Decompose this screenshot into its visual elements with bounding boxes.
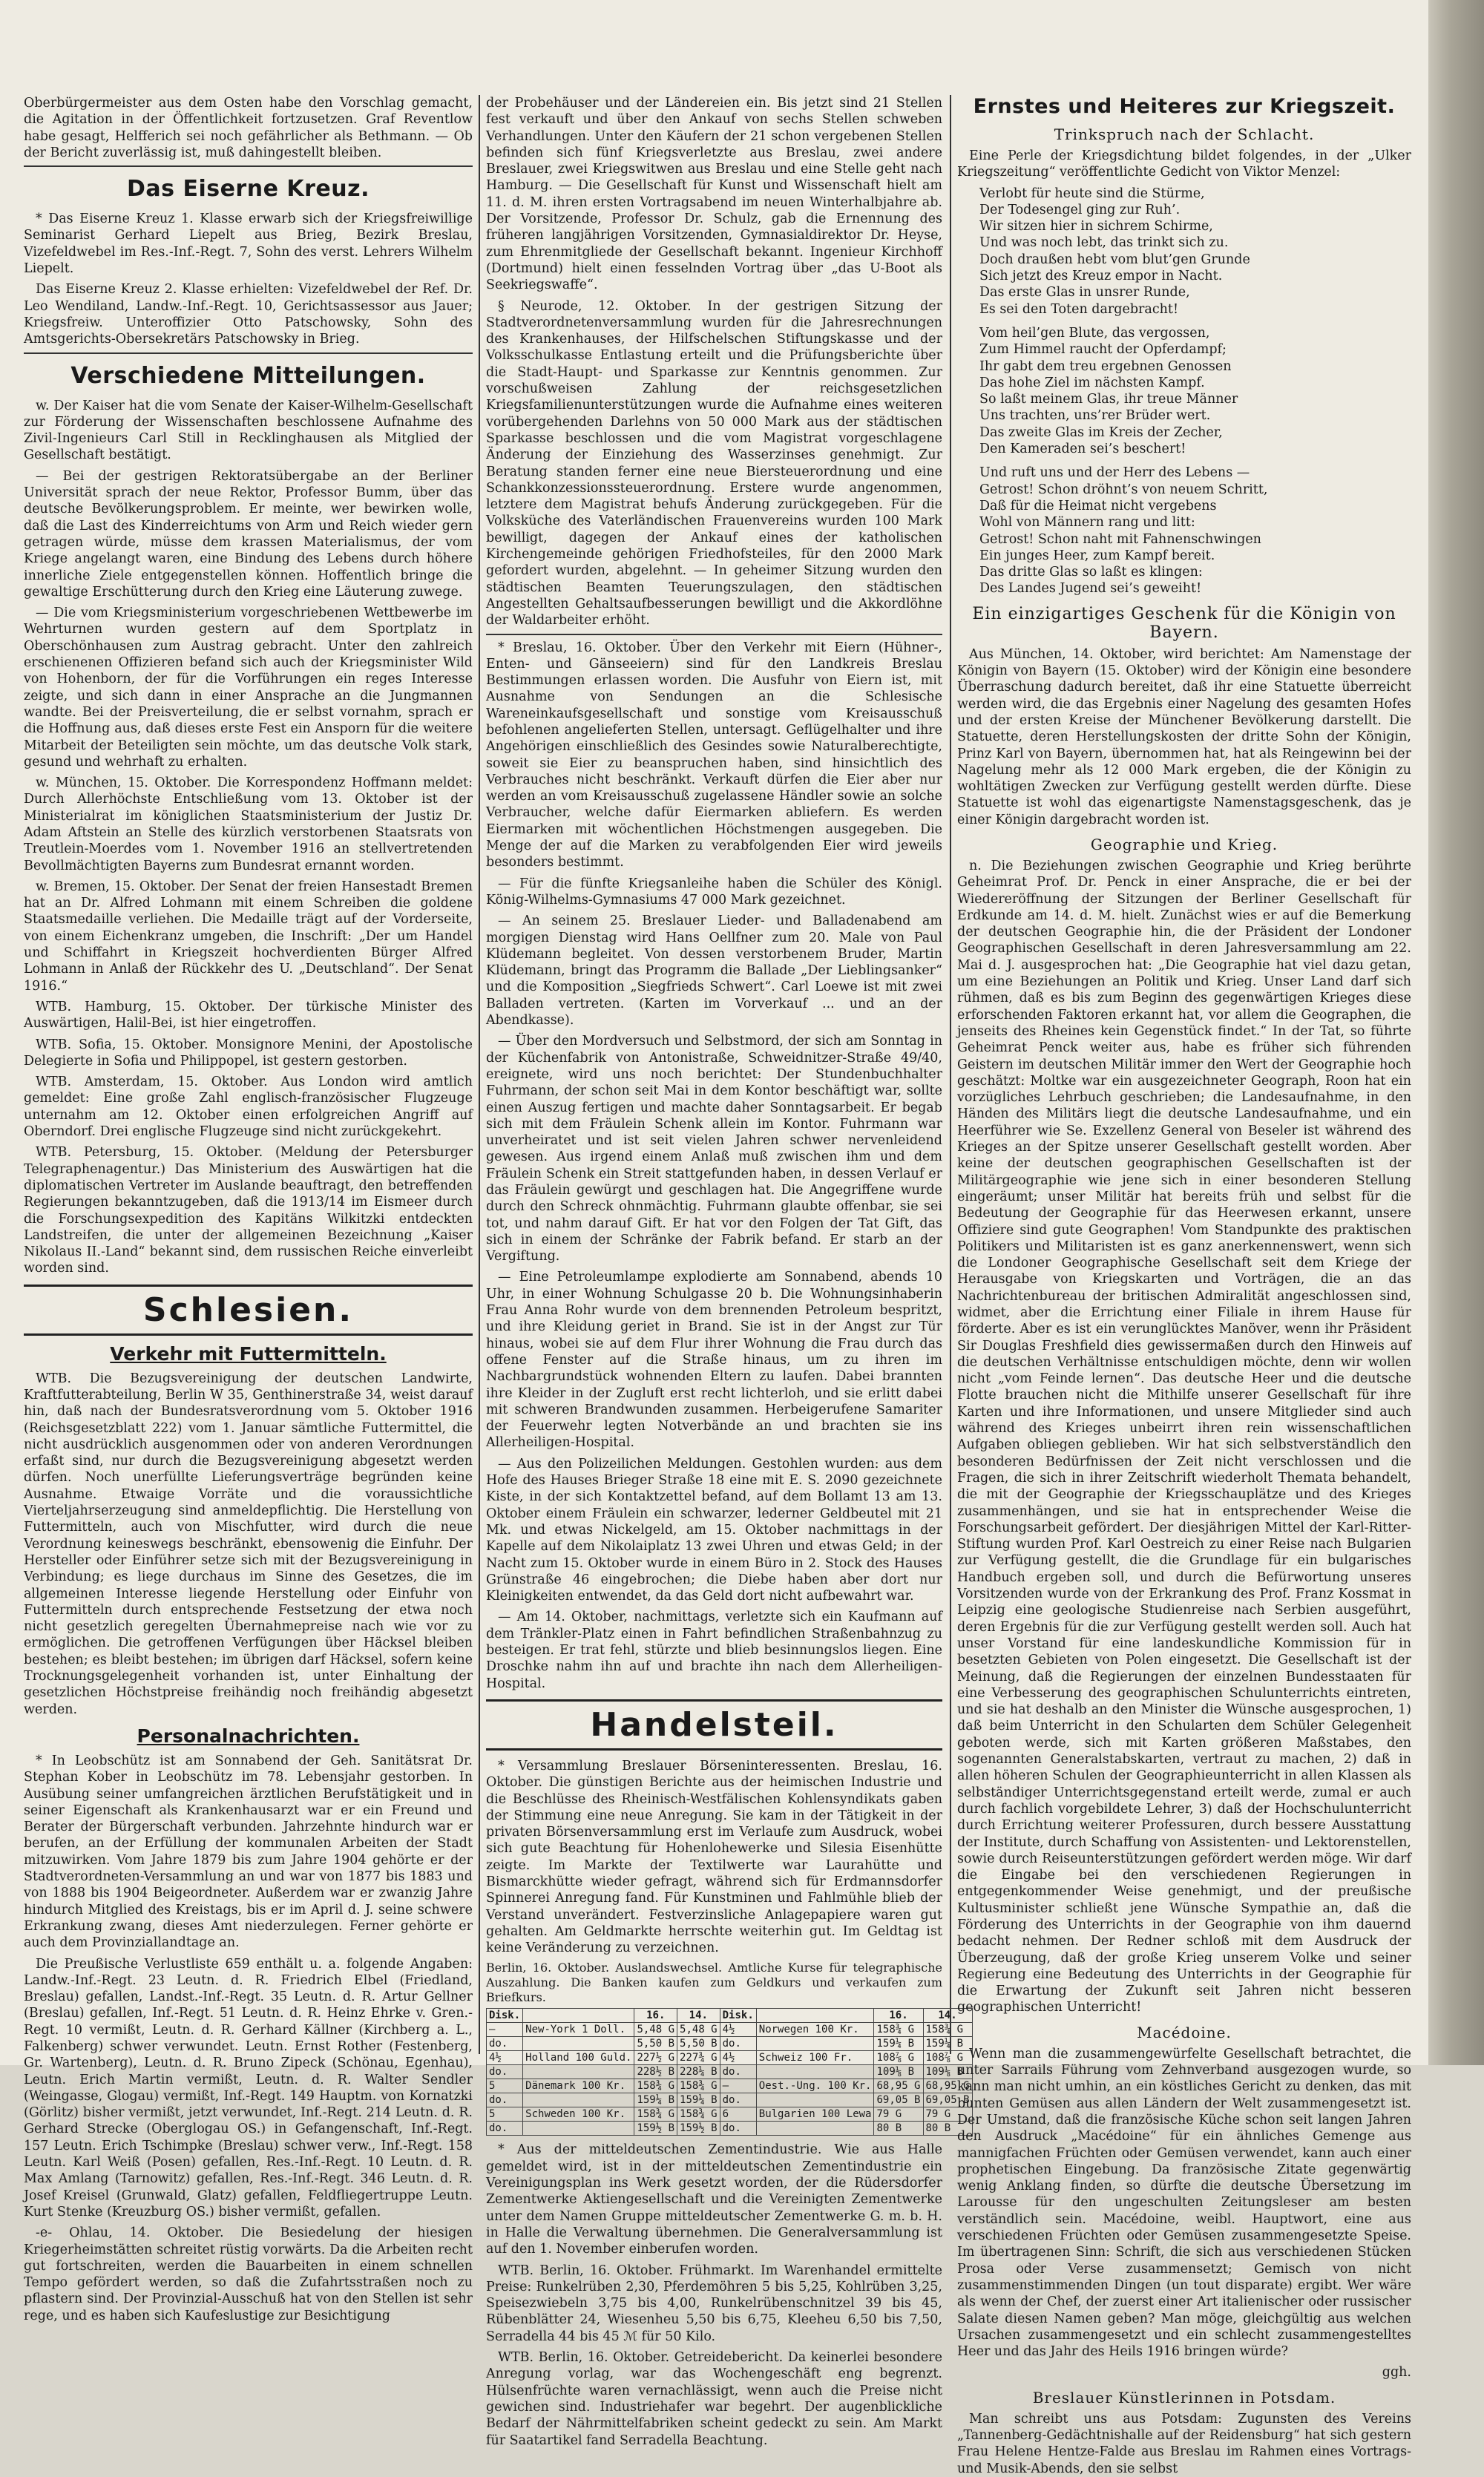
table-cell: 159¼ B xyxy=(677,2093,720,2107)
table-cell: Oest.-Ung. 100 Kr. xyxy=(756,2079,874,2093)
table-cell: 159¼ B xyxy=(874,2037,923,2051)
heading-ernstes-heiteres: Ernstes und Heiteres zur Kriegszeit. xyxy=(973,95,1396,118)
column-right xyxy=(957,95,1411,2476)
poem xyxy=(979,186,1411,597)
article-text: — Über den Mordversuch und Selbstmord, der sich am Sonntag in der Küchenfabrik von Antonistraße, Schweidnitzer-Straße 49/40, ereignete, wird uns noch berichtet: Der Stundenbuchhalter Fuhrmann, der schon seit Mai in dem Kontor beschäftigt war, sollte einen Auszug fertigen und machte daher Sonntagsarbeit. Er begab sich mit dem Fräulein Schenk allein im Kontor. Fuhrmann war unverheiratet und ist seit vielen Jahren schwer nervenleidend gewesen. Aus irgend einem Anlaß muß zwischen ihm und dem Fräulein Schenk ein Streit stattgefunden haben, in dessen Verlauf er das Fräulein gewürgt und geschlagen hat. Die Angegriffene wurde durch den Schreck ohnmächtig. Fuhrmann glaubte offenbar, sie sei tot, und nahm darauf Gift. Er hat vor den Folgen der Tat Gift, das sich in einem der Schränke der Fabrik befand. Er starb an der Vergiftung. xyxy=(486,1034,942,1264)
table-cell: 108⅞ G xyxy=(874,2051,923,2065)
article-text: Wenn man die zusammengewürfelte Gesellschaft betrachtet, die unter Sarrails Führung vom Zehnverband ausgezogen wurde, so kann man nicht umhin, an ein köstliches Gericht zu denken, das mit bunten Gemüsen aus allen Ländern der Welt zusammengesetzt ist. Der Umstand, daß die französische Küche schon seit langen Jahren den Ausdruck „Macédoine“ für ein ähnliches Gemenge aus mannigfachen Früchten oder Gemüsen verwendet, kann auch einer prophetischen Eingebung. Da französische Zitate gegenwärtig wenig Anklang finden, so dürfte die deutsche Übersetzung im Larousse für den ungeschulten Zeitungsleser am besten verständlich sein. Macédoine, weibl. Hauptwort, eine aus verschiedenen Früchten oder Gemüsen zusammengesetzte Speise. Im übertragenen Sinn: Schrift, die sich aus verschiedenen Stücken Prosa oder Verse zusammensetzt; Gemisch von nicht zusammenstimmenden Dingen (un tout disparate) ergibt. Wer wäre als wenn der Chef, der zuerst einer Art italienischer oder russischer Salate diesen Namen geben? Man möge, gleichgültig aus welchen Ursachen zusammengesetzt und ein schlecht zusammengestelltes Heer und das Jahr des Heils 1916 bringen würde? xyxy=(957,2046,1411,2360)
table-cell: 108⅞ G xyxy=(923,2051,972,2065)
heading-macedoine: Macédoine. xyxy=(1137,2023,1232,2041)
poem-stanza: Verlobt für heute sind die Stürme, Der Todesengel ging zur Ruh’. Wir sitzen hier in sichrem Schirme, Und was noch lebt, das trinkt sich zu. Doch draußen hebt vom blut’gen Grunde Sich jetzt des Kreuz empor in Nacht. Das erste Glas in unsrer Runde, Es sei den Toten dargebracht! xyxy=(979,186,1250,317)
table-cell: 6 xyxy=(720,2107,756,2122)
table-cell: 79 G xyxy=(923,2107,972,2122)
heading-verschiedene-mitteilungen: Verschiedene Mitteilungen. xyxy=(70,362,426,389)
heading-trinkspruch: Trinkspruch nach der Schlacht. xyxy=(1054,125,1315,143)
table-header-cell: 16. xyxy=(634,2009,677,2023)
table-cell: 69,05 B xyxy=(923,2093,972,2107)
article-text: WTB. Petersburg, 15. Oktober. (Meldung der Petersburger Telegraphenagentur.) Das Ministerium des Auswärtigen hat die diplomatischen Vertreter im Auslande beauftragt, den betreffenden Regierungen bekanntzugeben, daß die 1913/14 im Eismeer durch die Forschungsexpedition des Kapitäns Wilkitzki entdeckten Landstreifen, die unter der allgemeinen Bezeichnung „Kaiser Nikolaus II.-Land“ bekannt sind, dem russischen Reiche einverleibt worden sind. xyxy=(24,1145,473,1276)
heading-personalnachrichten: Personalnachrichten. xyxy=(137,1725,360,1747)
table-cell: 68,95 G xyxy=(874,2079,923,2093)
article-text: w. Der Kaiser hat die vom Senate der Kaiser-Wilhelm-Gesellschaft zur Förderung der Wissenschaften beschlossene Aufnahme des Zivil-Ingenieurs Carl Still in Recklinghausen als Mitglied der Gesellschaft bestätigt. xyxy=(24,398,473,463)
article-text: — Aus den Polizeilichen Meldungen. Gestohlen wurden: aus dem Hofe des Hauses Brieger Straße 18 eine mit E. S. 2090 gezeichnete Kiste, in der sich Kontaktzettel befand, auf dem Bollamt 13 am 13. Oktober einem Fräulein ein schwarzer, lederner Geldbeutel mit 21 Mk. und etwas Nickelgeld, am 15. Oktober nachmittags in der Kapelle auf dem Nikolaiplatz 13 zwei Uhren und etwas Geld; in der Nacht zum 15. Oktober wurde in einem Büro in 2. Stock des Hauses Grünstraße 46 eingebrochen; die Diebe haben aber dort nur Kleinigkeiten entwendet, da das Geld dort nicht aufbewahrt war. xyxy=(486,1456,942,1604)
page-edge-shadow xyxy=(1428,0,1484,2065)
table-row xyxy=(487,2079,973,2093)
article-text: w. München, 15. Oktober. Die Korrespondenz Hoffmann meldet: Durch Allerhöchste Entschließung vom 13. Oktober ist der Ministerialrat im königlichen Staatsministerium der Justiz Dr. Adam Aftstein an Stelle des kürzlich verstorbenen Staatsrats von Treutlein-Moerdes vom 1. November 1916 an stellvertretenden Bevollmächtigten Bayerns zum Bundesrat ernannt worden. xyxy=(24,775,473,873)
table-cell: New-York 1 Doll. xyxy=(523,2023,634,2037)
table-header-cell xyxy=(756,2009,874,2023)
table-header-row xyxy=(487,2009,973,2023)
table-header-cell: 16. xyxy=(874,2009,923,2023)
article-text: — Für die fünfte Kriegsanleihe haben die Schüler des Königl. König-Wilhelms-Gymnasiums 47 000 Mark gezeichnet. xyxy=(486,876,942,908)
article-text: Das Eiserne Kreuz 2. Klasse erhielten: Vizefeldwebel der Ref. Dr. Leo Wendiland, Landw.-Inf.-Regt. 10, Gerichtsassessor aus Jauer; Kriegsfreiw. Unteroffizier Otto Patschowsky, Sohn des Amtsgerichts-Obersekretärs Patschowsky in Brieg. xyxy=(24,282,473,347)
article-text: Man schreibt uns aus Potsdam: Zugunsten des Vereins „Tannenberg-Gedächtnishalle auf der Reidensburg“ hat sich gestern Frau Helene Hentze-Falde aus Breslau im Rahmen eines Vortrags- und Musik-Abends, den sie selbst xyxy=(957,2411,1411,2476)
table-cell: Schweden 100 Kr. xyxy=(523,2107,634,2122)
table-cell: Schweiz 100 Fr. xyxy=(756,2051,874,2065)
article-text: * Das Eiserne Kreuz 1. Klasse erwarb sich der Kriegsfreiwillige Seminarist Gerhard Liepelt aus Brieg, Bezirk Breslau, Vizefeldwebel im Res.-Inf.-Regt. 7, Sohn des verst. Lehrers Wilhelm Liepelt. xyxy=(24,211,473,277)
table-cell xyxy=(523,2037,634,2051)
table-cell xyxy=(523,2093,634,2107)
table-cell: 109⅛ B xyxy=(874,2065,923,2079)
table-cell: do. xyxy=(720,2093,756,2107)
table-cell: 158¾ G xyxy=(874,2023,923,2037)
table-cell: do. xyxy=(720,2037,756,2051)
table-cell: do. xyxy=(720,2122,756,2136)
poem-stanza: Vom heil’gen Blute, das vergossen, Zum Himmel raucht der Opferdampf; Ihr gabt dem treu ergebnen Genossen Das hohe Ziel im nächsten Kampf. So laßt meinem Glas, ihr treue Männer Uns trachten, uns’rer Brüder wert. Das zweite Glas im Kreis der Zecher, Den Kameraden sei’s beschert! xyxy=(979,325,1238,457)
table-row xyxy=(487,2051,973,2065)
table-cell: 4½ xyxy=(720,2051,756,2065)
table-cell: 158¾ G xyxy=(677,2079,720,2093)
heading-verkehr-futtermitteln: Verkehr mit Futtermitteln. xyxy=(110,1342,387,1365)
article-text: * Breslau, 16. Oktober. Über den Verkehr mit Eiern (Hühner-, Enten- und Gänseeiern) sind für den Landkreis Breslau Bestimmungen erlassen worden. Die Ausfuhr von Eiern ist, mit Ausnahme von Sendungen an die Schlesische Wareneinkaufsgesellschaft und sonstige vom Kreisausschuß befohlenen angelieferten Stellen, untersagt. Geflügelhalter und ihre Angehörigen einschließlich des Gesindes sowie Naturalberechtigte, soweit sie Eier zu beanspruchen haben, sind hinsichtlich des Verbrauches nicht beschränkt. Verkauft dürfen die Eier aber nur werden an vom Kreisausschuß zugelassene Händler sowie an solche Verbraucher, welche dafür Eiermarken abliefern. Es werden Eiermarken mit wöchentlichen Höchstmengen ausgegeben. Die Menge der auf die Marken zu verabfolgenden Eier wird jeweils besonders bestimmt. xyxy=(486,640,942,870)
table-cell: 5,50 B xyxy=(634,2037,677,2051)
table-header-cell: Disk. xyxy=(487,2009,523,2023)
exchange-rates-intro: Berlin, 16. Oktober. Auslandswechsel. Amtliche Kurse für telegraphische Auszahlung. Die Banken kaufen zum Geldkurs und verkaufen zum Briefkurs. xyxy=(486,1961,942,2005)
table-row xyxy=(487,2037,973,2051)
table-cell: 159½ B xyxy=(677,2122,720,2136)
table-cell: 228¼ B xyxy=(677,2065,720,2079)
table-cell: 227½ G xyxy=(634,2051,677,2065)
heading-handelsteil: Handelsteil. xyxy=(486,1699,942,1751)
table-cell: do. xyxy=(487,2037,523,2051)
column-middle xyxy=(486,95,970,2448)
article-text: WTB. Die Bezugsvereinigung der deutschen Landwirte, Kraftfutterabteilung, Berlin W 35, Genthinerstraße 34, weist darauf hin, daß nach der Bundesratsverordnung vom 5. Oktober 1916 (Reichsgesetzblatt 222) vom 1. Januar sämtliche Futtermittel, die nicht ausdrücklich ausgenommen oder von anderen Verordnungen erfaßt sind, nur durch die Bezugsvereinigung abgesetzt werden dürfen. Noch unerfüllte Lieferungsverträge begründen keine Ausnahme. Etwaige Vorräte und die voraussichtliche Vierteljahrserzeugung sind anmeldepflichtig. Die Herstellung von Futtermitteln, auch von Mischfutter, wird durch die neue Verordnung keineswegs beschränkt, ebensowenig die Einfuhr. Der Hersteller oder Einführer setze sich mit der Bezugsvereinigung in Verbindung; es liege durchaus im Sinne des Gesetzes, die im allgemeinen Interesse liegende Herstellung oder Einfuhr von Futtermitteln durch entsprechende Festsetzung der etwa noch nicht gesetzlich geregelten Übernahmepreise nach wie vor zu ermöglichen. Die getroffenen Verfügungen über Häcksel bleiben bestehen; es bleibt bestehen; im übrigen darf Häcksel, sofern keine Trocknungsgelegenheit vorhanden ist, unter Einhaltung der gesetzlichen Höchstpreise freihändig noch freihändig abgesetzt werden. xyxy=(24,1371,473,1717)
table-cell: 5,50 B xyxy=(677,2037,720,2051)
article-text: — An seinem 25. Breslauer Lieder- und Balladenabend am morgigen Dienstag wird Hans Oellfner zum 20. Male von Paul Klüdemann begleitet. Von dessen verstorbenem Bruder, Martin Klüdemann, bringt das Programm die Ballade „Der Lieblingsanker“ und die Komposition „Siegfrieds Schwert“. Carl Loewe ist mit zwei Balladen vertreten. (Karten im Vorverkauf ... und an der Abendkasse). xyxy=(486,913,942,1028)
table-cell: do. xyxy=(487,2122,523,2136)
article-text: WTB. Sofia, 15. Oktober. Monsignore Menini, der Apostolische Delegierte in Sofia und Philippopel, ist gestern gestorben. xyxy=(24,1037,473,1069)
table-cell xyxy=(756,2093,874,2107)
table-cell xyxy=(523,2065,634,2079)
poem-stanza: Und ruft uns und der Herr des Lebens — Getrost! Schon dröhnt’s von neuem Schritt, Daß für die Heimat nicht vergebens Wohl von Männern rang und litt: Getrost! Schon naht mit Fahnenschwingen Ein junges Heer, zum Kampf bereit. Das dritte Glas so laßt es klingen: Des Landes Jugend sei’s geweiht! xyxy=(979,465,1268,597)
table-cell: 4½ xyxy=(487,2051,523,2065)
table-cell xyxy=(756,2122,874,2136)
heading-geographie: Geographie und Krieg. xyxy=(1090,835,1278,853)
table-cell: — xyxy=(487,2023,523,2037)
table-cell: Bulgarien 100 Lewa xyxy=(756,2107,874,2122)
table-header-cell: Disk. xyxy=(720,2009,756,2023)
table-cell: 79 G xyxy=(874,2107,923,2122)
article-text: w. Bremen, 15. Oktober. Der Senat der freien Hansestadt Bremen hat an Dr. Alfred Lohmann mit einem Schreiben die goldene Staatsmedaille verliehen. Die Medaille trägt auf der Vorderseite, von einem Eichenkranz umgeben, die Inschrift: „Der um Handel und Schiffahrt in Kriegszeit hochverdienten Bürger Alfred Lohmann in Anlaß der Rückkehr des U. „Deutschland“. Der Senat 1916.“ xyxy=(24,879,473,994)
table-cell: 5,48 G xyxy=(677,2023,720,2037)
article-text: * In Leobschütz ist am Sonnabend der Geh. Sanitätsrat Dr. Stephan Kober in Leobschütz im 78. Lebensjahr gestorben. In Ausübung seiner umfangreichen ärztlichen Berufstätigkeit und in seiner Eigenschaft als Krankenhausarzt war er ein Freund und Berater der Bürgerschaft verbunden. Jahrzehnte hindurch war er berufen, an der Erfüllung der kommunalen Arbeiten der Stadt mitzuwirken. Vom Jahre 1879 bis zum Jahre 1904 gehörte er der Stadtverordneten-Versammlung an und war von 1877 bis 1883 und von 1888 bis 1904 Beigeordneter. Außerdem war er zwanzig Jahre hindurch Mitglied des Kreistags, bis er im April d. J. seine schwere Erkrankung zwang, dieses Amt niederzulegen. Ferner gehörte er auch dem Provinziallandtage an. xyxy=(24,1753,473,1951)
heading-kuenstlerinnen: Breslauer Künstlerinnen in Potsdam. xyxy=(1032,2388,1336,2407)
column-rule xyxy=(950,95,951,2054)
table-row xyxy=(487,2093,973,2107)
table-cell: — xyxy=(720,2079,756,2093)
article-text: WTB. Amsterdam, 15. Oktober. Aus London wird amtlich gemeldet: Eine große Zahl englisch-französischer Flugzeuge unternahm am 12. Oktober einen erfolgreichen Angriff auf Oberndorf. Drei englische Flugzeuge sind nicht zurückgekehrt. xyxy=(24,1075,473,1140)
table-cell: 5 xyxy=(487,2107,523,2122)
article-text: der Probehäuser und der Ländereien ein. Bis jetzt sind 21 Stellen fest verkauft und über den Ankauf von sechs Stellen schweben Verhandlungen. Unter den Käufern der 21 schon vergebenen Stellen befinden sich fünf Kriegsverletzte aus Breslau, zwei andere Breslauer, zwei Kriegswitwen aus Breslau und eine Stelle geht nach Hamburg. — Die Gesellschaft für Kunst und Wissenschaft hielt am 11. d. M. ihren ersten Vortragsabend im neuen Winterhalbjahre ab. Der Vorsitzende, Professor Dr. Schulz, gab die Ernennung des früheren langjährigen Vorsitzenden, Gymnasialdirektor Dr. Heyse, zum Ehrenmitgliede der Gesellschaft bekannt. Ingenieur Kirchhoff (Dortmund) hielt einen fesselnden Vortrag über „das U-Boot als Seekriegswaffe“. xyxy=(486,96,942,293)
article-text: WTB. Berlin, 16. Oktober. Getreidebericht. Da keinerlei besondere Anregung vorlag, war das Wochengeschäft eng begrenzt. Hülsenfrüchte waren vernachlässigt, wenn auch die Preise nicht gewichen sind. Industriehafer war begehrt. Der augenblickliche Bedarf der Nährmittelfabriken scheint gedeckt zu sein. Am Markt für Saatartikel fand Serradella Beachtung. xyxy=(486,2350,942,2448)
exchange-rates-table xyxy=(486,2008,973,2136)
table-row xyxy=(487,2107,973,2122)
article-text: Die Preußische Verlustliste 659 enthält u. a. folgende Angaben: Landw.-Inf.-Regt. 23 Leutn. d. R. Friedrich Elbel (Friedland, Breslau) gefallen, Landst.-Inf.-Regt. 35 Leutn. d. R. Artur Gellner (Breslau) gefallen, Inf.-Regt. 51 Leutn. d. R. Heinz Ehrke v. Gren.-Regt. 10 vermißt, Leutn. d. R. Gerhard Källner (Kirchberg a. L., Falkenberg) schwer verwundet. Leutn. Ernst Rother (Festenberg, Gr. Wartenberg), Leutn. d. R. Bruno Zipeck (Schönau, Egenhau), Leutn. Erich Martin vermißt, Leutn. d. R. Walter Sendler (Weingasse, Glogau) vermißt, Inf.-Regt. 149 Hauptm. von Kornatzki (Görlitz) bisher vermißt, jetzt verwundet, Inf.-Regt. 214 Leutn. d. R. Gerhard Strecke (Oberglogau OS.) in Gefangenschaft, Inf.-Regt. 157 Leutn. Erich Tschimpke (Breslau) schwer verw., Inf.-Regt. 158 Leutn. Karl Weiß (Posen) gefallen, Res.-Inf.-Regt. 10 Leutn. d. R. Max Amlang (Tarnowitz) gefallen, Res.-Inf.-Regt. 346 Leutn. d. R. Josef Kreisel (Grunwald, Glatz) gefallen, Feldfliegertruppe Leutn. Kurt Stenke (Kreuzburg OS.) bisher vermißt, gefallen. xyxy=(24,1956,473,2220)
heading-schlesien: Schlesien. xyxy=(24,1285,473,1336)
article-text: — Bei der gestrigen Rektoratsübergabe an der Berliner Universität sprach der neue Rektor, Professor Bumm, über das deutsche Bevölkerungsproblem. Er meinte, wer bewirken wolle, daß die Last des Kinderreichtums von Arm und Reich wieder gern getragen würde, müsse dem krassen Materialismus, der vom Kriege angelangt waren, eine Bindung des Lebens durch höhere innerliche Ziele entgegenstellen können. Hoffentlich bringe die gewaltige Erschütterung durch den Krieg eine Läuterung zuwege. xyxy=(24,468,473,600)
table-cell: do. xyxy=(487,2093,523,2107)
table-cell: 69,05 B xyxy=(874,2093,923,2107)
heading-eiserne-kreuz: Das Eiserne Kreuz. xyxy=(127,176,370,203)
table-cell: 5 xyxy=(487,2079,523,2093)
article-text: WTB. Berlin, 16. Oktober. Frühmarkt. Im Warenhandel ermittelte Preise: Runkelrüben 2,30, Pferdemöhren 5 bis 5,25, Kohlrüben 3,25, Speisezwiebeln 3,75 bis 4,00, Runkelrübenschnitzel 39 bis 45, Rübenblätter 24, Wiesenheu 5,50 bis 6,75, Kleeheu 6,50 bis 7,50, Serradella 44 bis 45 ℳ für 50 Kilo. xyxy=(486,2263,942,2344)
table-cell: 158¾ G xyxy=(923,2023,972,2037)
divider xyxy=(24,352,473,354)
article-text: * Aus der mitteldeutschen Zementindustrie. Wie aus Halle gemeldet wird, ist in der mitteldeutschen Zementindustrie ein Vereinigungsplan ins Werk gesetzt worden, der die Rüdersdorfer Zementwerke Aktiengesellschaft und die Vereinigten Zementwerke unter dem Namen Gruppe mitteldeutscher Zementwerke G. m. b. H. in Halle die Verwaltung übernehmen. Die Generalversammlung ist auf den 1. November einberufen worden. xyxy=(486,2142,942,2257)
table-cell: Dänemark 100 Kr. xyxy=(523,2079,634,2093)
divider xyxy=(24,165,473,167)
article-text: -e- Ohlau, 14. Oktober. Die Besiedelung der hiesigen Kriegerheimstätten schreitet rüstig vorwärts. Da die Arbeiten recht gut fortschreiten, werden die Bauarbeiten in einem schnellen Tempo gefördert werden, so daß die Zufahrtsstraßen noch zu pflastern sind. Der Provinzial-Ausschuß hat von den Stellen ist sehr rege, und es haben sich Kaufeslustige zur Besichtigung xyxy=(24,2225,473,2323)
table-cell: 5,48 G xyxy=(634,2023,677,2037)
table-cell: 80 B xyxy=(874,2122,923,2136)
table-cell xyxy=(756,2037,874,2051)
article-text: — Eine Petroleumlampe explodierte am Sonnabend, abends 10 Uhr, in einer Wohnung Schulgasse 20 b. Die Wohnungsinhaberin Frau Anna Rohr wurde von dem brennenden Petroleum bespritzt, und ihre Kleidung geriet in Brand. Sie ist in der Angst zur Tür hinaus, wobei sie auf dem Flur ihrer Wohnung die Frau durch das offene Fenster auf die Straße hinaus, um zu ihren im Nachbargrundstück wohnenden Eltern zu laufen. Dabei brannten ihre Kleider in der Zugluft erst recht lichterloh, und sie erlitt dabei mit schweren Brandwunden zusammen. Herbeigerufene Samariter der Feuerwehr legten Notverbände an und brachten sie ins Allerheiligen-Hospital. xyxy=(486,1270,942,1451)
article-text: — Die vom Kriegsministerium vorgeschriebenen Wettbewerbe im Wehrturnen wurden gestern auf dem Sportplatz in Oberschönhausen zum Austrag gebracht. Unter den zahlreich erschienenen Offizieren befand sich auch der Kriegsminister Wild von Hohenborn, der für die Vorführungen ein reges Interesse zeigte, und sich dann in einer Ansprache an die Jungmannen wandte. Bei der Preisverteilung, die er selbst vornahm, sprach er die Hoffnung aus, daß dieses erste Fest ein Ansporn für die weitere Mitarbeit der Beteiligten sein möchte, um das deutsche Volk stark, gesund und wehrhaft zu erhalten. xyxy=(24,606,473,770)
column-left xyxy=(24,95,473,2323)
table-cell: 80 B xyxy=(923,2122,972,2136)
table-cell: do. xyxy=(720,2065,756,2079)
table-row xyxy=(487,2065,973,2079)
table-cell: Holland 100 Guld. xyxy=(523,2051,634,2065)
table-cell: 68,95 G xyxy=(923,2079,972,2093)
table-cell: 159½ B xyxy=(634,2122,677,2136)
table-row xyxy=(487,2122,973,2136)
table-header-cell: 14. xyxy=(923,2009,972,2023)
article-text: * Versammlung Breslauer Börseninteressenten. Breslau, 16. Oktober. Die günstigen Berichte aus der heimischen Industrie und die Beschlüsse des Rheinisch-Westfälischen Kohlensyndikats gaben der Stimmung eine neue Anregung. Sie kam in der Tätigkeit in der privaten Börsenversammlung erst im Verlaufe zum Ausdruck, wobei sich gute Beachtung für Hohenlohewerke und Silesia Eisenhütte zeigte. Im Markte der Textilwerte war Laurahütte und Bismarckhütte wieder gefragt, während sich für Erdmannsdorfer Spinnerei Anregung fand. Für Kunstminen und Fahlmühle blieb der Verstand unverändert. Festverzinsliche Anlagepapiere waren gut gehalten. Am Geldmarkte herrschte weiterhin gut. Im Geldtag ist keine Veränderung zu verzeichnen. xyxy=(486,1758,942,1956)
article-text: n. Die Beziehungen zwischen Geographie und Krieg berührte Geheimrat Prof. Dr. Penck in einer Ansprache, die er bei der Wiedereröffnung der Sitzungen der Berliner Gesellschaft für Erdkunde am 14. d. M. hielt. Zunächst wies er auf die Bemerkung der deutschen Geographie hin, die der Präsident der Londoner Geographischen Gesellschaft in deren Jahresversammlung am 22. Mai d. J. ausgesprochen hat: „Die Geographie hat viel dazu getan, um eine Beziehungen an Politik und Krieg. Unser Land darf sich rühmen, daß es bis zum Beginn des gegenwärtigen Krieges diese erforschenden Faktoren erkannt hat, vor allem die Geographen, die jenseits des Rheines kein Gegenstück findet.“ In der Tat, so führte Geheimrat Penck weiter aus, habe es früher sich führenden Geistern im deutschen Militär immer den Wert der Geographie hoch geschätzt: Moltke war ein ausgezeichneter Geograph, Roon hat ein vorzügliches Lehrbuch geschrieben; die Landesaufnahme, in den Händen des Militärs liegt die deutsche Landesaufnahme, und ein Heerführer wie Se. Exzellenz General von Beseler ist während des Krieges an der Spitze unserer Gesellschaft gestellt worden. Aber keine der deutschen geographischen Gesellschaften ist der Militärgeographie wie jene sich in einer besonderen Stellung eingeräumt; unser Militär hat bereits früh und selbst für die Bedeutung der Geographie für das Heerwesen erkannt, unsere Offiziere sind gute Geographen! Vom Standpunkte des praktischen Politikers und Militaristen ist es ganz anerkennenswert, wenn sich die Londoner Geographische Gesellschaft seit dem Kriege der Herausgabe von Kriegskarten und Vorträgen, die an das Nachrichtenbureau der britischen Admiralität angeschlossen sind, widmet, aber die Errichtung einer Filiale in ihrem Hause für förderte. Aber es ist ein verunglücktes Manöver, wenn ihr Präsident Sir Douglas Freshfield dies gewissermaßen durch den Hinweis auf die deutschen Verhältnisse entschuldigen möchte, denn wir wollen nicht „vom Feinde lernen“. Das deutsche Heer und die deutsche Flotte brauchen nicht die Mithilfe unserer Gesellschaft für ihre Karten und ihre Informationen, und unsere Mitglieder sind auch während des Krieges unbeirrt ihren rein wissenschaftlichen Aufgaben obliegen geblieben. Wir hat sich selbstverständlich den besonderen Bedürfnissen der Zeit nicht verschlossen und die Fragen, die sich in ihrer Zeitschrift wiederholt Themata behandelt, die mit der Geographie der Kriegsschauplätze und des Krieges zusammenhängen, und sie hat in entsprechender Weise die Forschungsarbeit gefördert. Der diesjährigen Mittel der Karl-Ritter-Stiftung wurden Prof. Karl Oestreich zu einer Reise nach Bulgarien zur Verfügung gestellt, die die Grundlage für ein bulgarisches Handbuch ergeben soll, und durch die Befürwortung unseres Vorsitzenden wurde von der Erkrankung des Prof. Franz Kossmat in Leipzig eine geologische Studienreise nach Serbien ausgeführt, deren Ergebnis für die zur Verfügung gestellt werden soll. Auch hat unser Vorstand für eine landeskundliche Kommission für in besetzten Gebieten von Polen eingesetzt. Die Gesellschaft ist der Meinung, daß die Regierungen der einzelnen Bundesstaaten für eine Verbesserung des geographischen Schulunterrichts eintreten, und sie hat deshalb an den Minister die Wünsche ausgesprochen, 1) daß beim Unterricht in den Schularten dem Schüler Gelegenheit geboten werde, sich mit Karten größeren Maßstabes, den sogenannten Generalstabskarten, vertraut zu machen, 2) daß in allen höheren Schulen der Geographieunterricht in allen Klassen als selbständiger Unterrichtsgegenstand erteilt werde, zumal er auch durch fachlich vorgebildete Lehrer, 3) daß der Hochschulunterricht durch Errichtung weiterer Professuren, durch bessere Ausstattung der Institute, durch Schaffung von Assistenten- und Lektorenstellen, sowie durch Reiseunterstützungen gefördert werden möge. Wir darf die Eingabe bei den verschiedenen Regierungen in entgegenkommender Weise genehmigt, und der preußische Kultusminister schließt jene Wünsche Sympathie an, daß die Förderung des Unterrichts in der Geographie von ihm dauernd bedacht nehmen. Der Redner schloß mit dem Ausdruck der Überzeugung, daß der große Krieg unserem Volke und seiner Regierung eine Bedeutung des Unterrichts in der Geographie für die Erwartung der Zukunft seit Jahren nicht besseren geographischen Unterricht! xyxy=(957,858,1411,2015)
table-cell: 159¼ B xyxy=(634,2093,677,2107)
column-rule xyxy=(479,95,480,2054)
table-header-cell xyxy=(523,2009,634,2023)
signature: ggh. xyxy=(1382,2365,1411,2381)
table-header-cell: 14. xyxy=(677,2009,720,2023)
table-cell: do. xyxy=(487,2065,523,2079)
article-text: — Am 14. Oktober, nachmittags, verletzte sich ein Kaufmann auf dem Tränkler-Platz einen in Fahrt befindlichen Straßenbahnzug zu besteigen. Er trat fehl, stürzte und blieb besinnungslos liegen. Eine Droschke nahm ihn auf und brachte ihn nach dem Allerheiligen-Hospital. xyxy=(486,1610,942,1691)
table-cell: 158¾ G xyxy=(677,2107,720,2122)
table-cell: 228½ B xyxy=(634,2065,677,2079)
article-text: Eine Perle der Kriegsdichtung bildet folgendes, in der „Ulker Kriegszeitung“ veröffentlichte Gedicht von Viktor Menzel: xyxy=(957,148,1411,180)
article-text: § Neurode, 12. Oktober. In der gestrigen Sitzung der Stadtverordnetenversammlung wurden für die Jahresrechnungen des Krankenhauses, der Hilfschelschen Stiftungskasse und der Volksschulkasse Entlastung erteilt und die Prüfungsberichte über die Stadt-Haupt- und Sparkasse zur Kenntnis genommen. Zur vorschußweisen Zahlung der reichsgesetzlichen Kriegsfamilienunterstützungen wurde die Aufnahme eines weiteren vorübergehenden Darlehns von 50 000 Mark aus der städtischen Sparkasse beschlossen und die vom Magistrat vorgeschlagene Änderung der Einziehung des Wasserzinses genehmigt. Zur Beratung standen ferner eine neue Biersteuerordnung und eine Schankkonzessionssteuerordnung. Erstere wurde angenommen, letztere dem Magistrat behufs Änderung zurückgegeben. Für die Volksküche des Vaterländischen Frauenvereins wurden 100 Mark bewilligt, dagegen der Ankauf eines der katholischen Kirchengemeinde gehörigen Friedhofsteiles, für den 2000 Mark gefordert wurden, abgelehnt. — In geheimer Sitzung wurden den städtischen Beamten Teuerungszulagen, den städtischen Angestellten Gehaltsaufbesserungen bewilligt und die Akkordlöhne der Waldarbeiter erhöht. xyxy=(486,298,942,629)
divider xyxy=(486,634,942,635)
table-cell: 109⅛ B xyxy=(923,2065,972,2079)
table-cell: 227¾ G xyxy=(677,2051,720,2065)
heading-geschenk: Ein einzigartiges Geschenk für die Königin von Bayern. xyxy=(972,604,1396,642)
table-cell: 158¾ G xyxy=(634,2107,677,2122)
table-cell xyxy=(523,2122,634,2136)
article-text: Oberbürgermeister aus dem Osten habe den Vorschlag gemacht, die Agitation in der Öffentlichkeit fortzusetzen. Graf Reventlow habe gesagt, Helfferich sei noch gefährlicher als Bethmann. — Ob der Bericht zuverlässig ist, muß dahingestellt bleiben. xyxy=(24,96,473,160)
table-row xyxy=(487,2023,973,2037)
article-text: Aus München, 14. Oktober, wird berichtet: Am Namenstage der Königin von Bayern (15. Oktober) wird der Königin eine besondere Überraschung dadurch bereitet, daß ihr eine Statuette überreicht werden wird, die das Ergebnis einer Nagelung des gesamten Hofes und der ersten Kreise der Münchener Bevölkerung darstellt. Die Statuette, deren Herstellungskosten der dritte Sohn der Königin, Prinz Karl von Bayern, übernommen hat, hat als Reingewinn bei der Nagelung mehr als 12 000 Mark ergeben, die der Königin zu wohltätigen Zwecken zur Verfügung gestellt werden dürfte. Diese Statuette ist wohl das eigenartigste Namenstagsgeschenk, das je einer Königin dargebracht worden ist. xyxy=(957,646,1411,827)
table-cell: Norwegen 100 Kr. xyxy=(756,2023,874,2037)
article-text: WTB. Hamburg, 15. Oktober. Der türkische Minister des Auswärtigen, Halil-Bei, ist hier eingetroffen. xyxy=(24,999,473,1031)
table-cell: 4½ xyxy=(720,2023,756,2037)
table-cell: 158¾ G xyxy=(634,2079,677,2093)
table-cell xyxy=(756,2065,874,2079)
table-cell: 159¼ B xyxy=(923,2037,972,2051)
